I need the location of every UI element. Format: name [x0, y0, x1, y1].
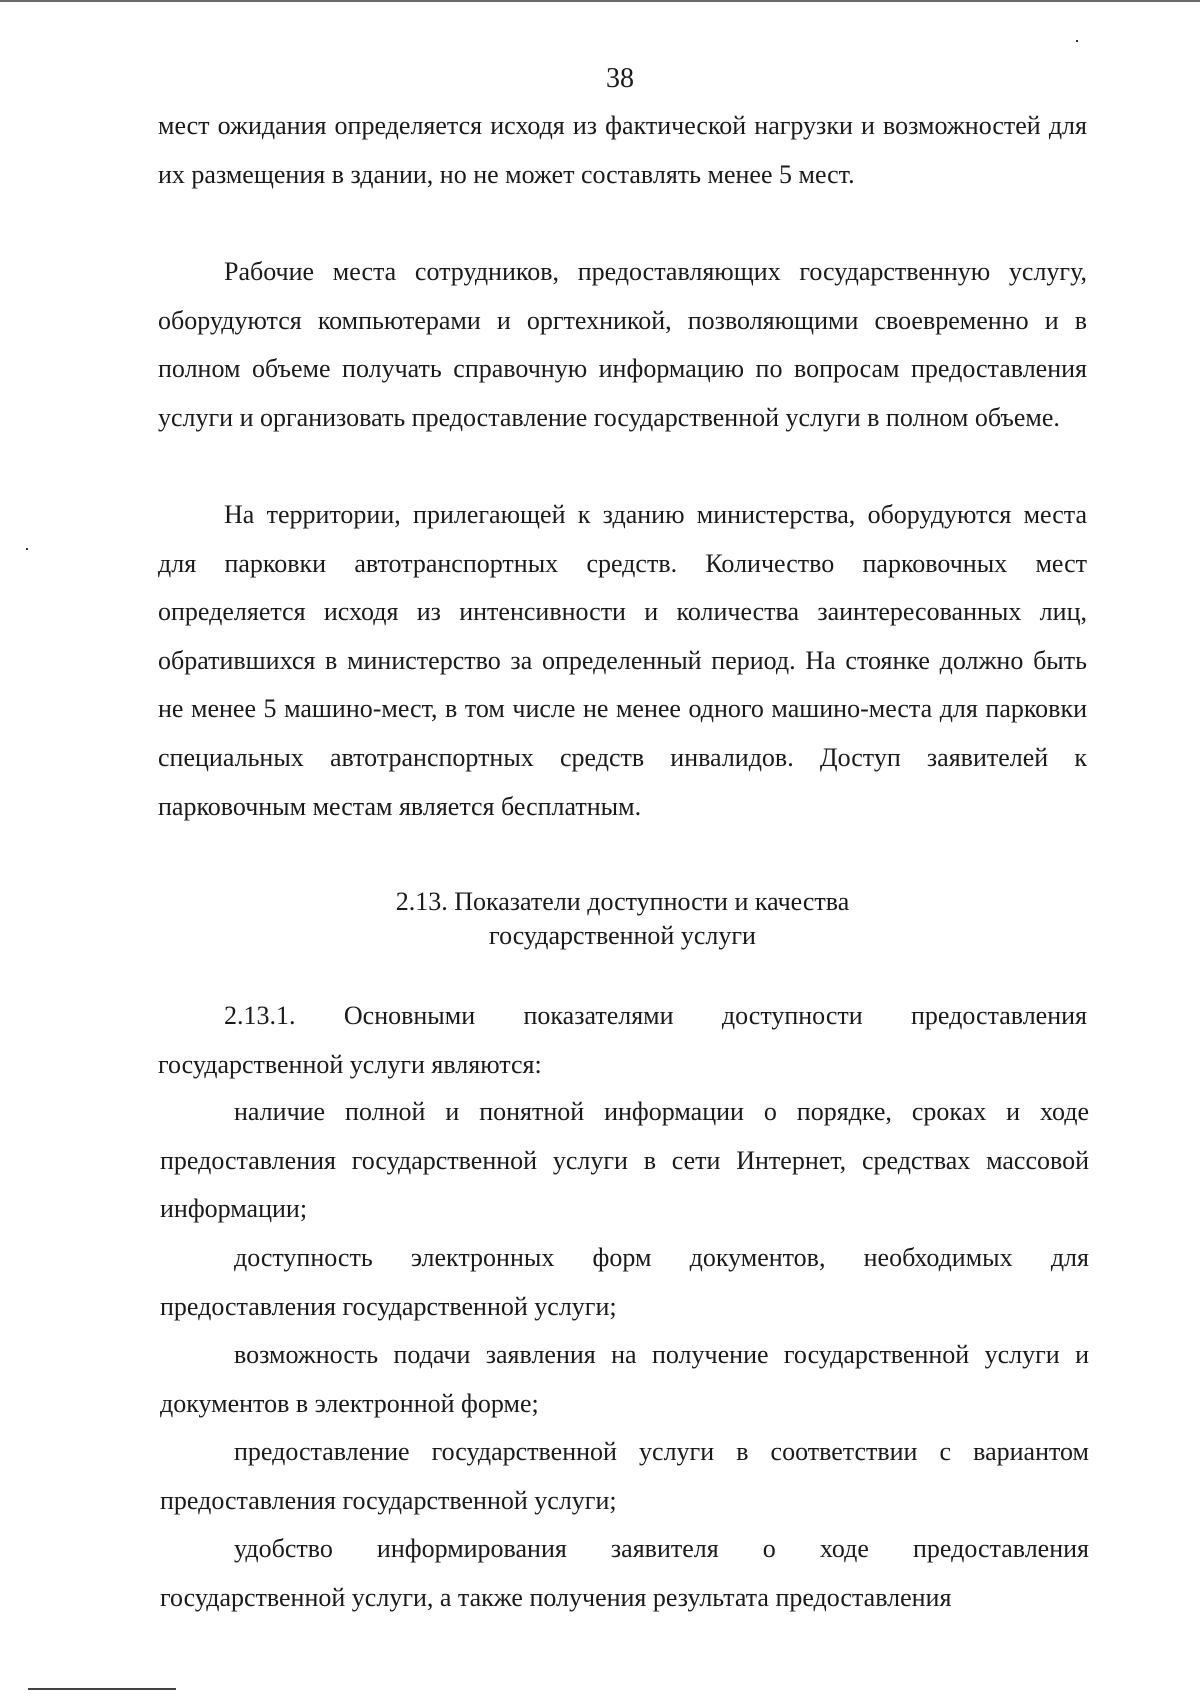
- paragraph-parking: На территории, прилегающей к зданию министерства, оборудуются места для парковки автотранспортных средств. Количество парковочных мест определяется исходя из интенсивности и количества заинтересованных лиц, обратившихся в министерство за определенный период. На стоянке должно быть не менее 5 машино-мест, в том числе не менее одного машино-места для парковки специальных автотранспортных средств инвалидов. Доступ заявителей к парковочным местам является бесплатным.: [158, 500, 1087, 821]
- paragraph-continued: мест ожидания определяется исходя из фактической нагрузки и возможностей для их размещения в здании, но не может составлять менее 5 мест.: [158, 111, 1087, 189]
- scan-speck: [1076, 40, 1078, 42]
- paragraph-workplaces: Рабочие места сотрудников, предоставляющих государственную услугу, оборудуются компьютерами и оргтехникой, позволяющими своевременно и в полном объеме получать справочную информацию по вопросам предоставления услуги и организовать предоставление государственной услуги в полном объеме.: [158, 257, 1087, 432]
- list-item: доступность электронных форм документов, необходимых для предоставления государственной услуги;: [160, 1243, 1089, 1321]
- section-heading-line-2: государственной услуги: [489, 921, 756, 950]
- list-item: удобство информирования заявителя о ходе предоставления государственной услуги, а также получения результата предоставления: [160, 1534, 1089, 1612]
- scan-top-edge: [0, 0, 1200, 2]
- list-item: наличие полной и понятной информации о порядке, сроках и ходе предоставления государственной услуги в сети Интернет, средствах массовой информации;: [160, 1097, 1089, 1224]
- list-item: предоставление государственной услуги в соответствии с вариантом предоставления государственной услуги;: [160, 1437, 1089, 1515]
- section-heading: [158, 885, 1087, 953]
- subsection-intro: 2.13.1. Основными показателями доступности предоставления государственной услуги являются:: [158, 1001, 1087, 1079]
- scan-speck: [26, 548, 28, 550]
- page-number: 38: [606, 63, 634, 94]
- footnote-separator: [28, 1688, 176, 1690]
- list-item: возможность подачи заявления на получение государственной услуги и документов в электронной форме;: [160, 1340, 1089, 1418]
- section-heading-line-1: 2.13. Показатели доступности и качества: [395, 887, 850, 916]
